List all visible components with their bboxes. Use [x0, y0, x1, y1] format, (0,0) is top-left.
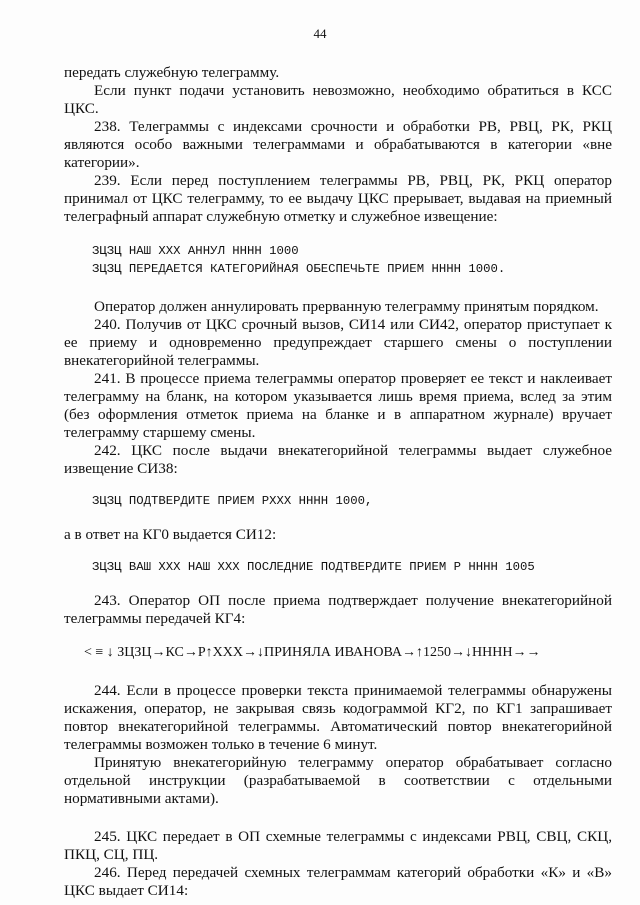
- paragraph-241: 241. В процессе приема телеграммы оператор проверяет ее текст и наклеивает телеграмму на бланк, на котором указывается лишь время приема, вслед за этим (без оформления отметок приема на бланке и в аппаратном журнале) вручает телеграмму старшему смены.: [64, 370, 612, 441]
- code-line: ЗЦЗЦ ПЕРЕДАЕТСЯ КАТЕГОРИЙНАЯ ОБЕСПЕЧЬТЕ ПРИЕМ НННН 1000.: [92, 262, 506, 276]
- paragraph: Оператор должен аннулировать прерванную телеграмму принятым порядком.: [94, 298, 599, 315]
- code-line: ЗЦЗЦ ВАШ ХХХ НАШ ХХХ ПОСЛЕДНИЕ ПОДТВЕРДИТЕ ПРИЕМ Р НННН 1005: [92, 560, 535, 574]
- paragraph-243: 243. Оператор ОП после приема подтверждает получение внекатегорийной телеграммы передачей КГ4:: [64, 592, 612, 627]
- document-body: [64, 64, 612, 900]
- page-number: 44: [313, 26, 327, 41]
- paragraph: передать служебную телеграмму.: [64, 64, 280, 81]
- paragraph-246: 246. Перед передачей схемных телеграммам категорий обработки «К» и «В» ЦКС выдает СИ14:: [64, 864, 612, 899]
- kodogram-formula: < ≡ ↓ ЗЦЗЦ→КС→Р↑ХХХ→↓ПРИНЯЛА ИВАНОВА→↑1250→↓НННН→→: [84, 645, 541, 660]
- paragraph-238: 238. Телеграммы с индексами срочности и обработки РВ, РВЦ, РК, РКЦ являются особо важными телеграммами и обрабатываются в категории «вне категории».: [64, 118, 612, 171]
- paragraph: а в ответ на КГ0 выдается СИ12:: [64, 526, 277, 543]
- paragraph: Принятую внекатегорийную телеграмму оператор обрабатывает согласно отдельной инструкции (разрабатываемой в соответствии с отдельными нормативными актами).: [64, 754, 612, 807]
- code-line: ЗЦЗЦ ПОДТВЕРДИТЕ ПРИЕМ РХХХ НННН 1000,: [92, 494, 373, 508]
- paragraph-239: 239. Если перед поступлением телеграммы РВ, РВЦ, РК, РКЦ оператор принимал от ЦКС телеграмму, то ее выдачу ЦКС прерывает, выдавая на приемный телеграфный аппарат служебную отметку и служебное извещение:: [64, 172, 612, 225]
- code-line: ЗЦЗЦ НАШ ХХХ АННУЛ НННН 1000: [92, 244, 299, 258]
- paragraph-240: 240. Получив от ЦКС срочный вызов, СИ14 или СИ42, оператор приступает к ее приему и одновременно предупреждает старшего смены о поступлении внекатегорийной телеграммы.: [64, 316, 612, 369]
- paragraph: Если пункт подачи установить невозможно, необходимо обратиться в КСС ЦКС.: [64, 82, 612, 117]
- paragraph-242: 242. ЦКС после выдачи внекатегорийной телеграммы выдает служебное извещение СИ38:: [64, 442, 612, 477]
- paragraph-244: 244. Если в процессе проверки текста принимаемой телеграммы обнаружены искажения, оператор, не закрывая связь кодограммой КГ2, по КГ1 запрашивает повтор внекатегорийной телеграммы. Автоматический повтор внекатегорийной телеграммы возможен только в течение 6 минут.: [64, 682, 612, 753]
- paragraph-245: 245. ЦКС передает в ОП схемные телеграммы с индексами РВЦ, СВЦ, СКЦ, ПКЦ, СЦ, ПЦ.: [64, 828, 612, 863]
